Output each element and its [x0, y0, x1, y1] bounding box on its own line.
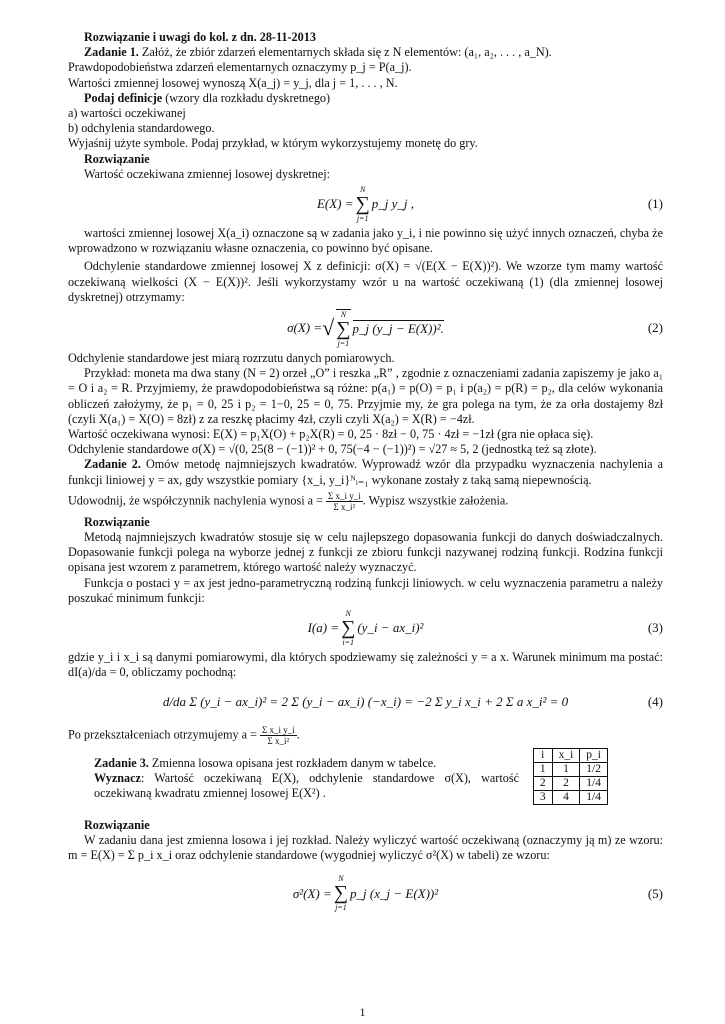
equation-2: σ(X) = √ N ∑ j=1 p_j (y_j − E(X))². (2) — [287, 309, 663, 348]
task3-solution-heading: Rozwiązanie — [84, 817, 150, 832]
task1-item-b: b) odchylenia standardowego. — [68, 121, 215, 136]
task3-wyznacz: Wyznacz: Wartość oczekiwaną E(X), odchylenie standardowe σ(X), wartość oczekiwaną kwadratu zmiennej losowej E(X²) . — [94, 770, 519, 800]
equation-number-3: (3) — [647, 620, 663, 636]
task1-expected-calc: Wartość oczekiwana wynosi: E(X) = p₁X(O) + p₂X(R) = 0, 25 · 8zł − 0, 75 · 4zł = −1zł (gra nie opłaca się). — [68, 427, 594, 442]
table-cell: 1 — [533, 762, 552, 776]
table-cell: 2 — [552, 776, 580, 790]
slope-fraction-result: $\frac{\text{Σ x\_i y\_i}}{\text{Σ x\_i²}}$ — [261, 724, 295, 746]
task2-p1: Metodą najmniejszych kwadratów stosuje się w celu najlepszego dopasowania funkcji do danych doświadczalnych. Dopasowanie funkcji polega na wyborze jednej z funkcji ze zbioru funkcji nazywanej rodziną funkcji. Rodzina funkcji opisana jest wzorem z parametrem, którego wartość należy wyznaczyć. — [68, 530, 663, 575]
table-header: x_i — [552, 748, 580, 762]
equation-1: E(X) = N ∑ j=1 p_j y_j , (1) — [316, 185, 663, 224]
task1-item-a: a) wartości oczekiwanej — [68, 106, 186, 121]
table-header: i — [533, 748, 552, 762]
table-header-row — [533, 748, 607, 762]
task3-block — [68, 748, 663, 818]
equation-3: I(a) = N ∑ i=1 (y_i − ax_i)² (3) — [307, 609, 663, 648]
equation-number-5: (5) — [647, 885, 663, 901]
slope-fraction: $\frac{\text{Σ x\_i y\_i}}{\text{Σ x\_i²}}$ — [328, 490, 361, 512]
sum-symbol: N ∑ j=1 — [333, 874, 349, 913]
document-page — [68, 30, 663, 917]
task2-p2: Funkcja o postaci y = ax jest jedno-parametryczną rodziną funkcji liniowych. w celu wyznaczenia parametru a należy poszukać minimum funkcji: — [68, 575, 663, 605]
table-cell: 2 — [533, 776, 552, 790]
task2-text: Zadanie 2. Omów metodę najmniejszych kwadratów. Wyprowadź wzór dla przypadku wyznaczenia nachylenia a funkcji liniowej y = ax, gdy wszystkie pomiary {x_i, y_i}ᴺᵢ₌₁ wykonane zostały z taką samą niepewnością. — [68, 457, 663, 487]
sum-symbol: N ∑ i=1 — [341, 609, 356, 648]
task2-p3: gdzie y_i i x_i są danymi pomiarowymi, dla których spodziewamy się zależności y = a x. Warunek minimum ma postać: dI(a)/da = 0, obliczamy pochodną: — [68, 650, 663, 680]
task2-result: Po przekształceniach otrzymujemy a = $\frac{\text{Σ x\_i y\_i}}{\text{Σ x\_i²}}$ . — [68, 724, 300, 746]
task1-podaj: Podaj definicje (wzory dla rozkładu dyskretnego) — [84, 90, 331, 105]
task1-note: wartości zmiennej losowej X(a_i) oznaczone są w zadania jako y_i, i nie powinno się użyć innych oznaczeń, chyba że wprowadzono w rozwiązaniu własne oznaczenia, co powinno być opisane. — [68, 226, 663, 256]
table-row — [533, 776, 607, 790]
task3-text: Zadanie 3. Zmienna losowa opisana jest rozkładem danym w tabelce. — [94, 755, 437, 770]
task1-solution-heading: Rozwiązanie — [84, 151, 150, 166]
task3-p1: W zadaniu dana jest zmienna losowa i jej rozkład. Należy wyliczyć wartość oczekiwaną (oznaczymy ją m) ze wzoru: m = E(X) = Σ p_i x_i oraz odchylenie standardowe (wygodniej wyliczyć σ²(X) w tabeli) ze wzoru: — [68, 832, 663, 862]
task1-probabilities: Prawdopodobieństwa zdarzeń elementarnych oznaczymy p_j = P(a_j). — [68, 60, 412, 75]
sum-symbol: N ∑ j=1 — [355, 185, 370, 224]
equation-5: σ²(X) = N ∑ j=1 p_j (x_j − E(X))² (5) — [292, 874, 663, 913]
table-row — [533, 762, 607, 776]
task1-measure: Odchylenie standardowe jest miarą rozrzutu danych pomiarowych. — [68, 351, 395, 366]
task1-expected-intro: Wartość oczekiwana zmiennej losowej dyskretnej: — [84, 166, 331, 181]
equation-number-2: (2) — [647, 320, 663, 336]
task2-solution-heading: Rozwiązanie — [84, 514, 150, 529]
task1-intro: Zadanie 1. Załóż, że zbiór zdarzeń elementarnych składa się z N elementów: (a₁, a₂, . . . , a_N). — [84, 45, 552, 60]
equation-number-1: (1) — [647, 196, 663, 212]
table-cell: 1/4 — [580, 776, 608, 790]
task1-wyjasnij: Wyjaśnij użyte symbole. Podaj przykład, w którym wykorzystujemy monetę do gry. — [68, 136, 478, 151]
table-cell: 1/2 — [580, 762, 608, 776]
table-row — [533, 790, 607, 804]
table-cell: 1 — [552, 762, 580, 776]
table-cell: 1/4 — [580, 790, 608, 804]
task1-std-definition: Odchylenie standardowe zmiennej losowej X z definicji: σ(X) = √(E(X − E(X))²). We wzorze tym mamy wartość oczekiwaną wielkości (X − E(X))². Jeśli wykorzystamy wzór u na wartość oczekiwaną (1) (dla zmiennej losowej dyskretnej) otrzymamy: — [68, 259, 663, 304]
distribution-table — [533, 748, 608, 805]
sum-symbol: N ∑ j=1 — [336, 309, 351, 348]
table-header: p_i — [580, 748, 608, 762]
task1-std-calc: Odchylenie standardowe σ(X) = √(0, 25(8 − (−1))² + 0, 75(−4 − (−1))²) = √27 ≈ 5, 2 (jednostką też są złote). — [68, 442, 597, 457]
table-cell: 3 — [533, 790, 552, 804]
document-title: Rozwiązanie i uwagi do kol. z dn. 28-11-2013 — [84, 30, 316, 44]
equation-4: d/da Σ (y_i − ax_i)² = 2 Σ (y_i − ax_i) (−x_i) = −2 Σ y_i x_i + 2 Σ a x_i² = 0 (4) — [162, 693, 663, 709]
table-cell: 4 — [552, 790, 580, 804]
equation-number-4: (4) — [647, 693, 663, 709]
task1-example: Przykład: moneta ma dwa stany (N = 2) orzeł „O” i reszka „R” , zgodnie z oznaczeniami zadania zapiszemy je jako a₁ = O i a₂ = R. Przyjmiemy, że prawdopodobieństwa są różne: p(a₁) = p(O) = p₁ i p(a₂) = p(R) = p₂, dla celów wykonania obliczeń założymy, że p₁ = 0, 25 i p₂ = 1−0, 25 = 0, 75. Przyjmie my, że gra polega na tym, że za orła dostajemy 8zł (czyli X(a₁) = X(O) = 8zł) z za reszkę płacimy 4zł, czyli czyli X(a₂) = X(R) = −4zł. — [68, 366, 663, 426]
task2-prove: Udowodnij, że współczynnik nachylenia wynosi a = $\frac{\text{Σ x\_i y\_i}}{\text{Σ x\_i²}}$ . Wypisz wszystkie założenia. — [68, 490, 509, 512]
page-number: 1 — [359, 1005, 366, 1019]
task1-values: Wartości zmiennej losowej wynoszą X(a_j) = y_j, dla j = 1, . . . , N. — [68, 75, 398, 90]
